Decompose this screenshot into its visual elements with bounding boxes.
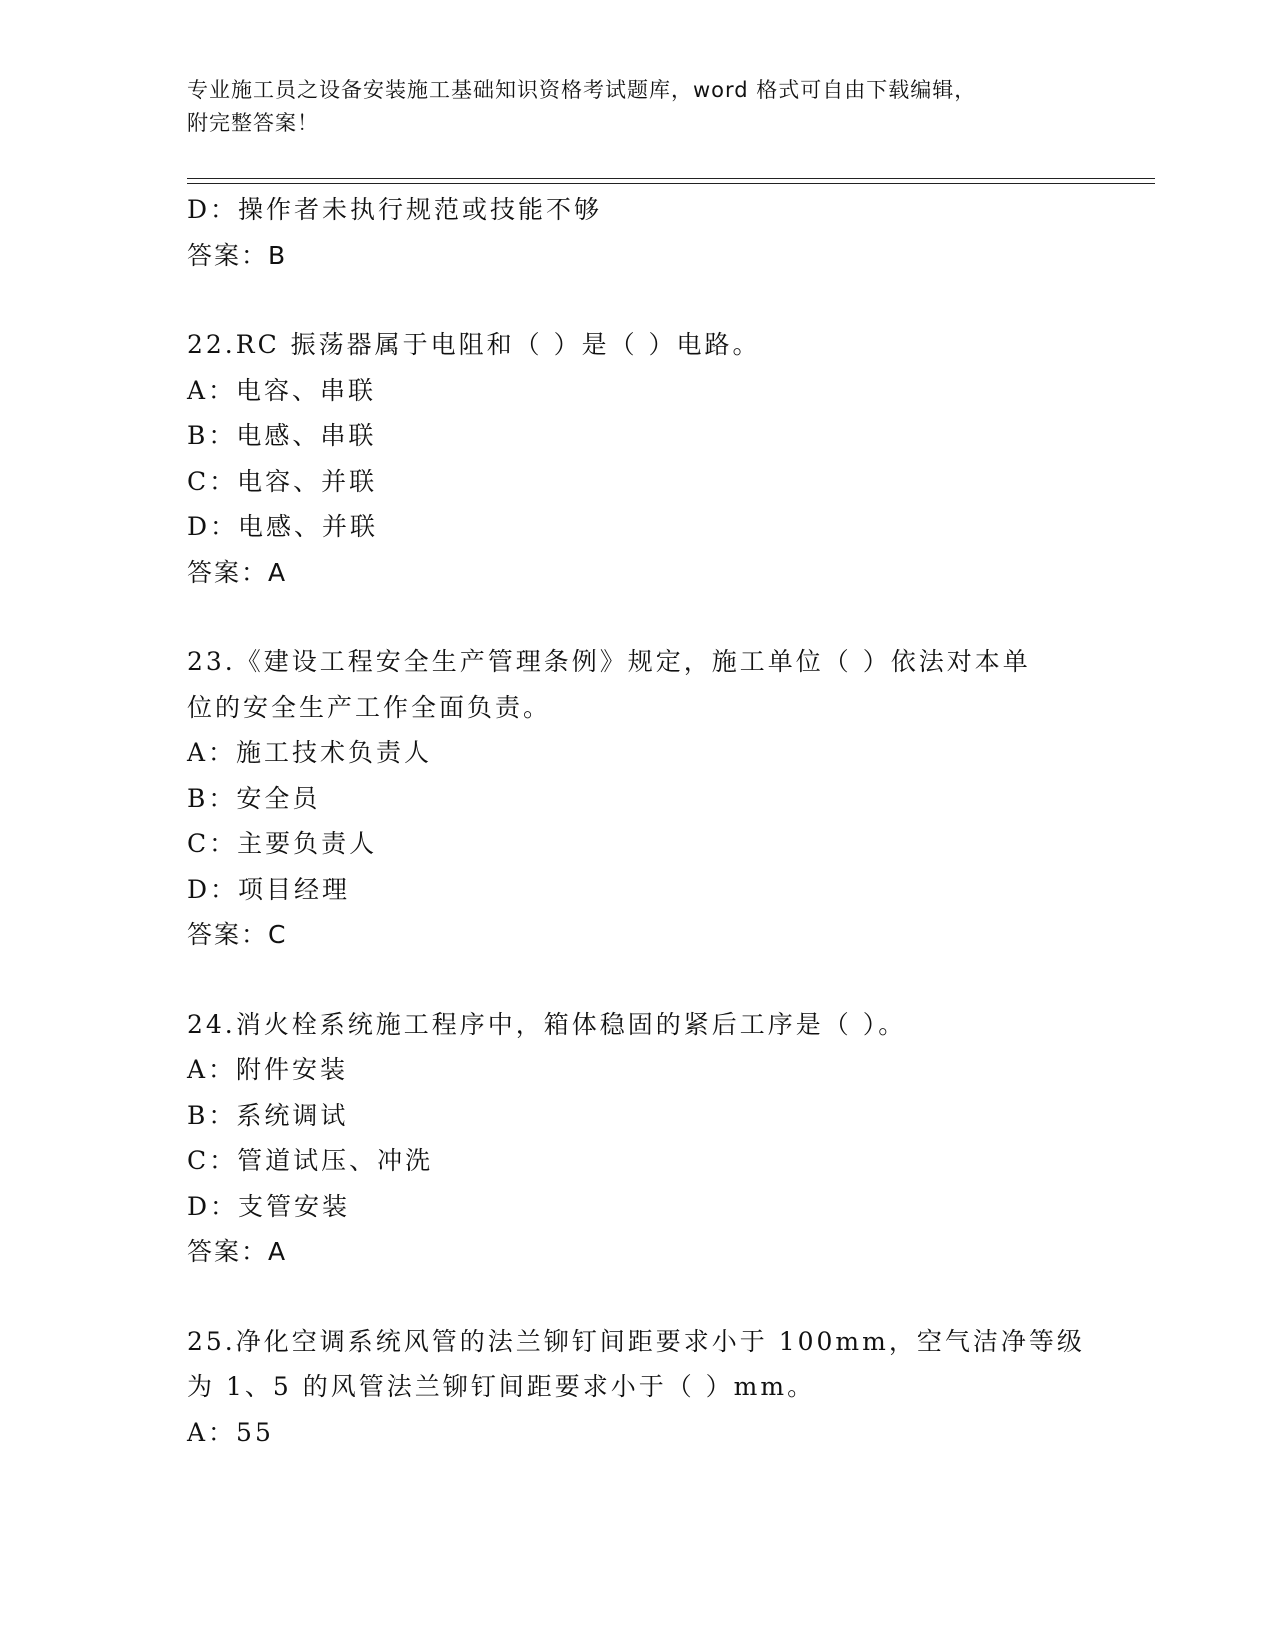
question-title-line-1: 23.《建设工程安全生产管理条例》规定，施工单位（ ）依法对本单 [187,647,1031,676]
question-title-line-1: 25.净化空调系统风管的法兰铆钉间距要求小于 100mm，空气洁净等级 [187,1326,1085,1356]
answer: 答案：C [187,920,288,949]
header-rule-bottom [187,183,1155,184]
option-d: D：支管安装 [187,1191,351,1221]
question-title: 24.消火栓系统施工程序中，箱体稳固的紧后工序是（ ）。 [187,1009,907,1039]
spacer [187,1275,1087,1319]
question-23 [187,639,1087,958]
option-c: C：电容、并联 [187,466,378,496]
option-d: D：项目经理 [187,874,351,904]
option-b: B：系统调试 [187,1100,349,1130]
question-25 [187,1319,1087,1456]
answer: 答案：B [187,240,288,270]
question-title-line-2: 位的安全生产工作全面负责。 [187,692,552,722]
header-rule-top [187,178,1155,179]
question-24 [187,1002,1087,1275]
option-a: A：附件安装 [187,1055,349,1084]
option-d: D：电感、并联 [187,512,379,541]
option-b: B：电感、串联 [187,421,377,450]
question-21-tail [187,187,1087,278]
option-c: C：主要负责人 [187,829,378,858]
header-line-2: 附完整答案！ [187,111,319,135]
question-list [187,187,1087,1455]
document-header [187,74,1067,140]
answer: 答案：A [187,557,288,587]
question-title: 22.RC 振荡器属于电阻和（ ）是（ ）电路。 [187,330,761,359]
answer: 答案：A [187,1237,288,1266]
spacer [187,958,1087,1002]
option-a: A：施工技术负责人 [187,738,433,767]
spacer [187,278,1087,322]
option-a: A：55 [187,1417,274,1447]
option-d: D：操作者未执行规范或技能不够 [187,195,603,224]
spacer [187,595,1087,639]
question-22 [187,322,1087,595]
option-c: C：管道试压、冲洗 [187,1146,434,1175]
header-line-1: 专业施工员之设备安装施工基础知识资格考试题库，word 格式可自由下载编辑， [187,78,977,102]
question-title-line-2: 为 1、5 的风管法兰铆钉间距要求小于（ ）mm。 [187,1372,816,1401]
option-b: B：安全员 [187,783,321,813]
option-a: A：电容、串联 [187,375,377,405]
